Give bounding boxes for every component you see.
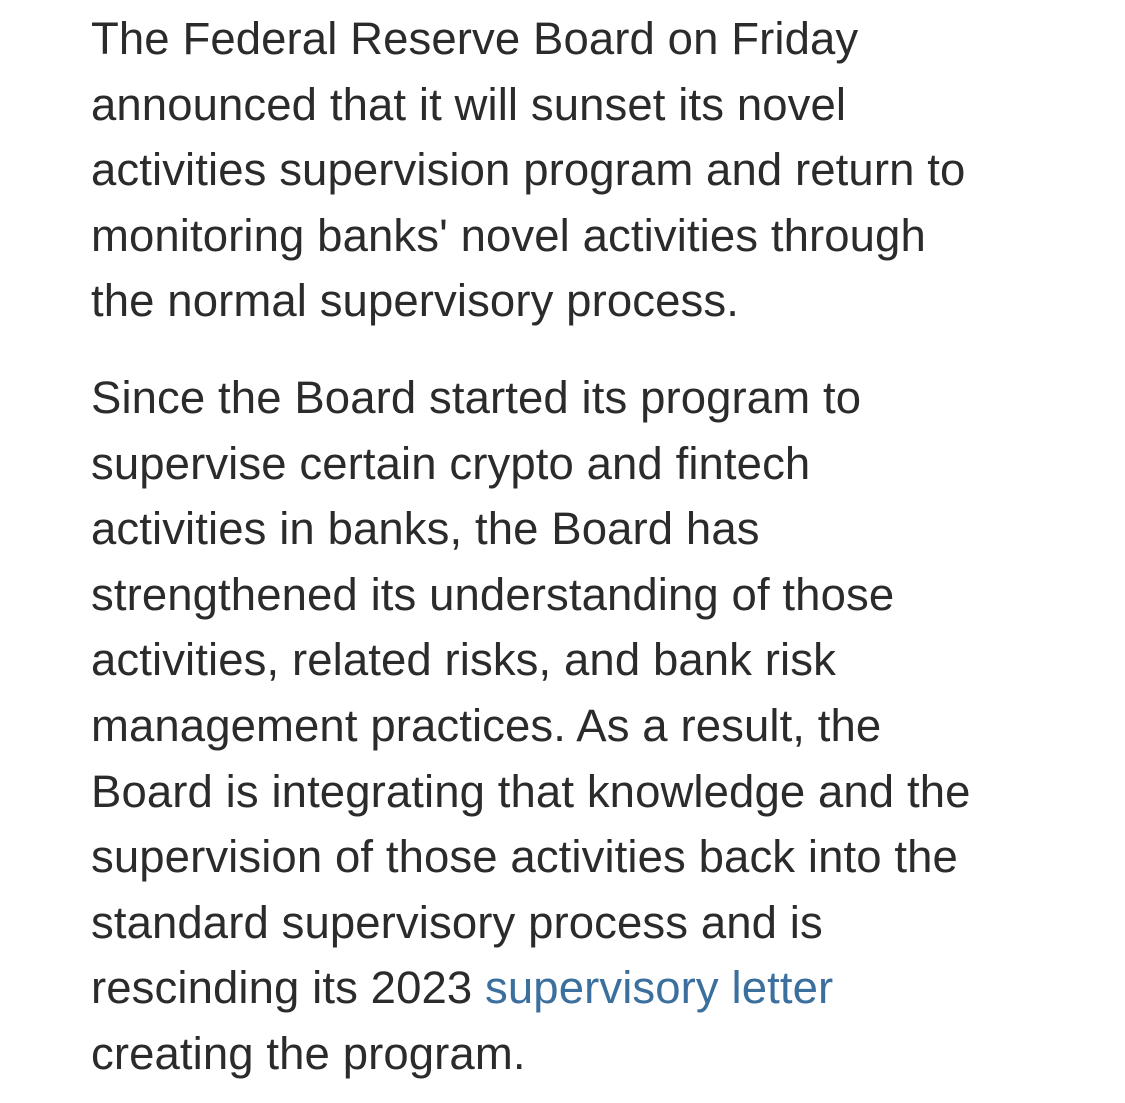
paragraph-line: strengthened its understanding of those xyxy=(91,568,895,620)
paragraph-line-with-link xyxy=(91,955,1051,1021)
paragraph-line: The Federal Reserve Board on Friday xyxy=(91,13,859,64)
paragraph-1 xyxy=(91,6,1051,334)
paragraph-line: announced that it will sunset its novel xyxy=(91,78,847,130)
paragraph-line: activities supervision program and return to xyxy=(91,144,966,196)
supervisory-letter-link[interactable]: supervisory letter xyxy=(485,962,834,1014)
paragraph-line-prefix: rescinding its 2023 xyxy=(91,962,486,1014)
article-body xyxy=(91,6,1051,1087)
paragraph-line: supervision of those activities back into the xyxy=(91,831,958,883)
paragraph-line: the normal supervisory process. xyxy=(91,275,739,327)
paragraph-line: activities in banks, the Board has xyxy=(91,503,760,555)
paragraph-line: monitoring banks' novel activities through xyxy=(91,209,926,261)
paragraph-line: supervise certain crypto and fintech xyxy=(91,437,811,489)
paragraph-line: management practices. As a result, the xyxy=(91,699,882,751)
paragraph-line: activities, related risks, and bank risk xyxy=(91,634,836,686)
paragraph-2 xyxy=(91,365,1051,1087)
paragraph-line: Board is integrating that knowledge and the xyxy=(91,765,971,817)
paragraph-line: Since the Board started its program to xyxy=(91,371,862,423)
paragraph-line: standard supervisory process and is xyxy=(91,896,823,948)
paragraph-line: creating the program. xyxy=(91,1027,526,1079)
